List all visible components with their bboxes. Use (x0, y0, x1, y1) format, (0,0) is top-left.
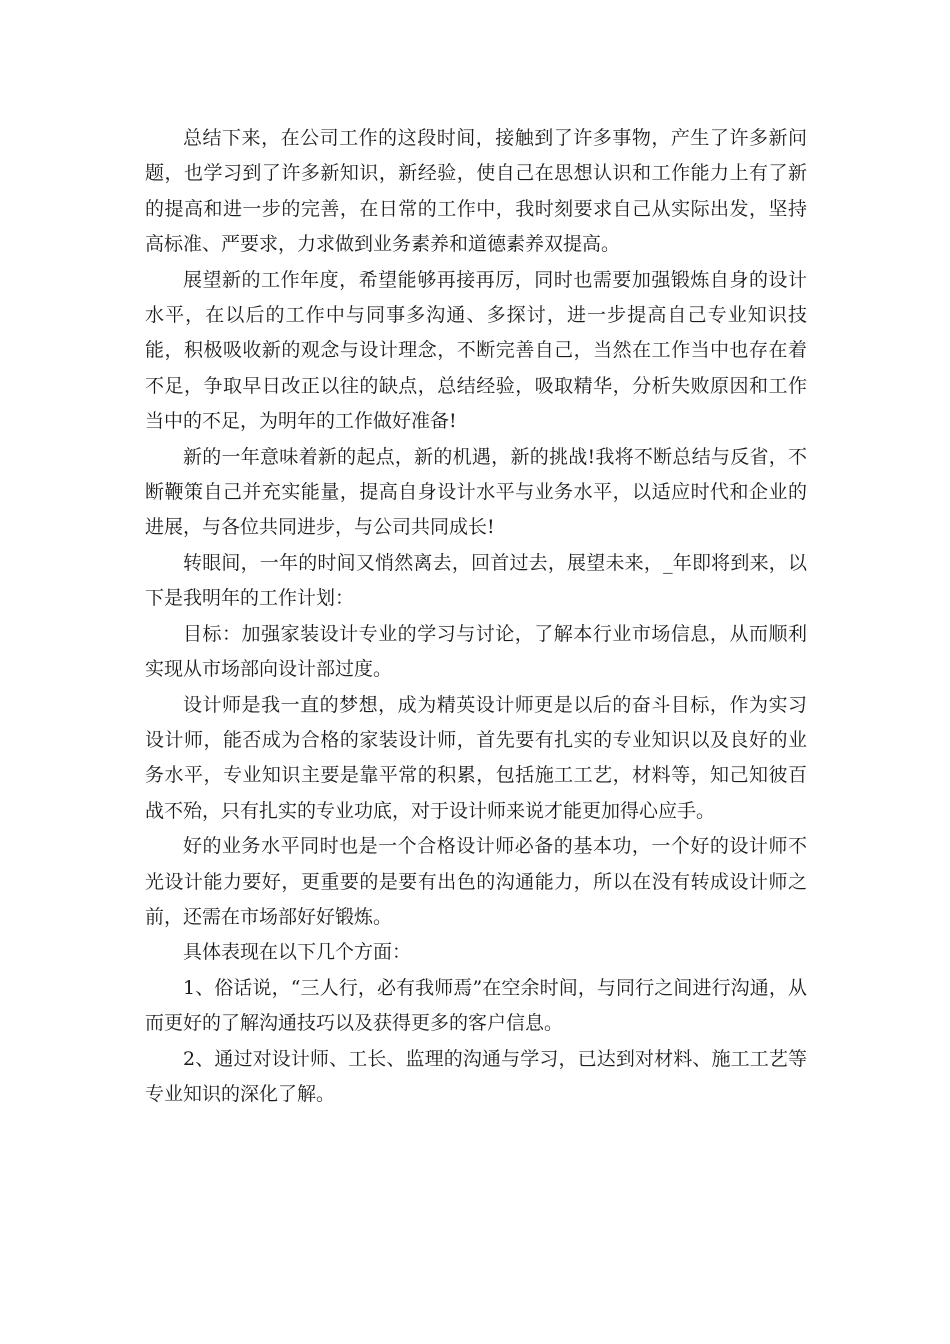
paragraph-outlook: 展望新的工作年度，希望能够再接再厉，同时也需要加强锻炼自身的设计水平，在以后的工作中与同事多沟通、多探讨，进一步提高自己专业知识技能，积极吸收新的观念与设计理念，不断完善自己，当然在工作当中也存在着不足，争取早日改正以往的缺点，总结经验，吸取精华，分析失败原因和工作当中的不足，为明年的工作做好准备! (145, 268, 807, 433)
list-item-1: 1、俗话说，“三人行，必有我师焉”在空余时间，与同行之间进行沟通，从而更好的了解沟通技巧以及获得更多的客户信息。 (145, 976, 807, 1035)
paragraph-goal: 目标：加强家装设计专业的学习与讨论，了解本行业市场信息，从而顺利实现从市场部向设计部过度。 (145, 622, 807, 681)
paragraph-designer-dream: 设计师是我一直的梦想，成为精英设计师更是以后的奋斗目标，作为实习设计师，能否成为合格的家装设计师，首先要有扎实的专业知识以及良好的业务水平，专业知识主要是靠平常的积累，包括施工工艺，材料等，知己知彼百战不殆，只有扎实的专业功底，对于设计师来说才能更加得心应手。 (145, 693, 807, 822)
document-body (145, 121, 807, 1112)
paragraph-aspects-heading: 具体表现在以下几个方面： (183, 941, 412, 964)
paragraph-summary: 总结下来，在公司工作的这段时间，接触到了许多事物，产生了许多新问题，也学习到了许多新知识，新经验，使自己在思想认识和工作能力上有了新的提高和进一步的完善，在日常的工作中，我时刻要求自己从实际出发，坚持高标准、严要求，力求做到业务素养和道德素养双提高。 (145, 127, 807, 256)
paragraph-plan-intro: 转眼间，一年的时间又悄然离去，回首过去，展望未来，_年即将到来，以下是我明年的工作计划： (145, 551, 807, 610)
paragraph-business-level: 好的业务水平同时也是一个合格设计师必备的基本功，一个好的设计师不光设计能力要好，更重要的是要有出色的沟通能力，所以在没有转成设计师之前，还需在市场部好好锻炼。 (145, 835, 807, 928)
paragraph-new-year: 新的一年意味着新的起点，新的机遇，新的挑战!我将不断总结与反省，不断鞭策自己并充实能量，提高自身设计水平与业务水平，以适应时代和企业的进展，与各位共同进步，与公司共同成长! (145, 445, 807, 539)
list-item-2: 2、通过对设计师、工长、监理的沟通与学习，已达到对材料、施工工艺等专业知识的深化了解。 (145, 1047, 807, 1105)
